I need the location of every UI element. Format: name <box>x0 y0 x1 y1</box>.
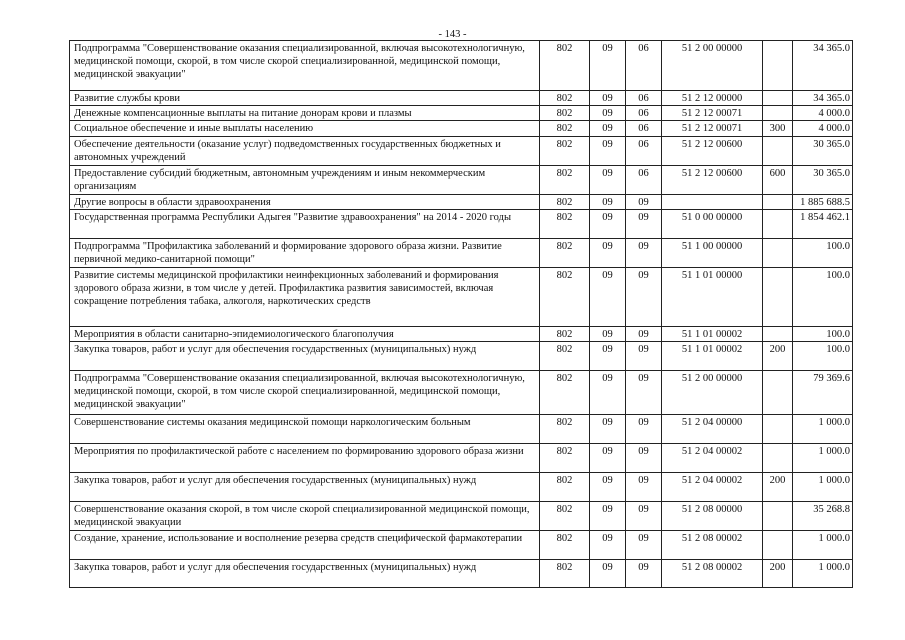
section-code: 09 <box>590 209 626 238</box>
target-code: 51 1 00 00000 <box>662 238 763 267</box>
amount: 35 268.8 <box>793 502 853 531</box>
target-code: 51 2 04 00002 <box>662 444 763 473</box>
row-name: Развитие службы крови <box>70 91 540 106</box>
row-name: Подпрограмма "Профилактика заболеваний и формирование здорового образа жизни. Развитие первичной медико-санитарной помощи" <box>70 238 540 267</box>
row-name: Денежные компенсационные выплаты на питание донорам крови и плазмы <box>70 106 540 121</box>
ministry-code: 802 <box>540 371 590 415</box>
section-code: 09 <box>590 41 626 91</box>
target-code: 51 2 08 00000 <box>662 502 763 531</box>
section-code: 09 <box>590 444 626 473</box>
ministry-code: 802 <box>540 238 590 267</box>
section-code: 09 <box>590 267 626 326</box>
ministry-code: 802 <box>540 444 590 473</box>
table-row <box>70 473 853 502</box>
table-row <box>70 560 853 588</box>
subsection-code: 09 <box>626 267 662 326</box>
expense-type <box>763 91 793 106</box>
amount: 1 854 462.1 <box>793 209 853 238</box>
amount: 4 000.0 <box>793 106 853 121</box>
subsection-code: 09 <box>626 371 662 415</box>
expense-type: 200 <box>763 342 793 371</box>
amount: 1 000.0 <box>793 473 853 502</box>
subsection-code: 06 <box>626 136 662 165</box>
table-row <box>70 342 853 371</box>
expense-type <box>763 194 793 209</box>
expense-type <box>763 502 793 531</box>
subsection-code: 09 <box>626 473 662 502</box>
row-name: Мероприятия в области санитарно-эпидемиологического благополучия <box>70 326 540 341</box>
ministry-code: 802 <box>540 560 590 588</box>
expense-type <box>763 444 793 473</box>
target-code: 51 2 00 00000 <box>662 41 763 91</box>
amount: 1 000.0 <box>793 531 853 560</box>
table-row <box>70 194 853 209</box>
budget-table <box>69 40 853 588</box>
amount: 30 365.0 <box>793 136 853 165</box>
row-name: Развитие системы медицинской профилактики неинфекционных заболеваний и формирования здорового образа жизни, в том числе у детей. Профилактика развития зависимостей, включая сокращение потребления табака, алкоголя, наркотических средств <box>70 267 540 326</box>
subsection-code: 09 <box>626 444 662 473</box>
amount: 79 369.6 <box>793 371 853 415</box>
section-code: 09 <box>590 238 626 267</box>
page-number: - 143 - <box>438 29 467 40</box>
target-code: 51 2 04 00000 <box>662 415 763 444</box>
row-name: Закупка товаров, работ и услуг для обеспечения государственных (муниципальных) нужд <box>70 342 540 371</box>
section-code: 09 <box>590 342 626 371</box>
amount: 1 000.0 <box>793 415 853 444</box>
expense-type <box>763 531 793 560</box>
amount: 4 000.0 <box>793 121 853 136</box>
ministry-code: 802 <box>540 342 590 371</box>
subsection-code: 06 <box>626 106 662 121</box>
row-name: Закупка товаров, работ и услуг для обеспечения государственных (муниципальных) нужд <box>70 473 540 502</box>
ministry-code: 802 <box>540 502 590 531</box>
ministry-code: 802 <box>540 415 590 444</box>
row-name: Совершенствование системы оказания медицинской помощи наркологическим больным <box>70 415 540 444</box>
amount: 30 365.0 <box>793 165 853 194</box>
row-name: Создание, хранение, использование и восполнение резерва средств специфической фармакотерапии <box>70 531 540 560</box>
target-code: 51 2 12 00071 <box>662 106 763 121</box>
section-code: 09 <box>590 560 626 588</box>
expense-type <box>763 371 793 415</box>
subsection-code: 09 <box>626 560 662 588</box>
section-code: 09 <box>590 165 626 194</box>
target-code: 51 2 00 00000 <box>662 371 763 415</box>
ministry-code: 802 <box>540 194 590 209</box>
row-name: Мероприятия по профилактической работе с населением по формированию здорового образа жизни <box>70 444 540 473</box>
amount: 1 000.0 <box>793 560 853 588</box>
row-name: Предоставление субсидий бюджетным, автономным учреждениям и иным некоммерческим организациям <box>70 165 540 194</box>
ministry-code: 802 <box>540 41 590 91</box>
table-row <box>70 415 853 444</box>
ministry-code: 802 <box>540 209 590 238</box>
ministry-code: 802 <box>540 106 590 121</box>
amount: 100.0 <box>793 342 853 371</box>
table-row <box>70 165 853 194</box>
amount: 100.0 <box>793 238 853 267</box>
row-name: Социальное обеспечение и иные выплаты населению <box>70 121 540 136</box>
ministry-code: 802 <box>540 326 590 341</box>
section-code: 09 <box>590 473 626 502</box>
subsection-code: 09 <box>626 531 662 560</box>
table-row <box>70 41 853 91</box>
amount: 34 365.0 <box>793 41 853 91</box>
expense-type <box>763 136 793 165</box>
ministry-code: 802 <box>540 91 590 106</box>
expense-type: 600 <box>763 165 793 194</box>
expense-type: 200 <box>763 560 793 588</box>
target-code: 51 0 00 00000 <box>662 209 763 238</box>
table-row <box>70 502 853 531</box>
section-code: 09 <box>590 194 626 209</box>
amount: 34 365.0 <box>793 91 853 106</box>
target-code: 51 1 01 00000 <box>662 267 763 326</box>
table-row <box>70 136 853 165</box>
expense-type <box>763 106 793 121</box>
section-code: 09 <box>590 91 626 106</box>
expense-type <box>763 267 793 326</box>
row-name: Совершенствование оказания скорой, в том числе скорой специализированной медицинской помощи, медицинской эвакуации <box>70 502 540 531</box>
table-row <box>70 209 853 238</box>
target-code: 51 2 04 00002 <box>662 473 763 502</box>
section-code: 09 <box>590 371 626 415</box>
expense-type: 200 <box>763 473 793 502</box>
ministry-code: 802 <box>540 531 590 560</box>
section-code: 09 <box>590 326 626 341</box>
expense-type: 300 <box>763 121 793 136</box>
table-row <box>70 267 853 326</box>
row-name: Другие вопросы в области здравоохранения <box>70 194 540 209</box>
amount: 100.0 <box>793 326 853 341</box>
row-name: Подпрограмма "Совершенствование оказания специализированной, включая высокотехнологичную, медицинской помощи, скорой, в том числе скорой специализированной, медицинской помощи, медицинской эвакуации" <box>70 371 540 415</box>
table-row <box>70 238 853 267</box>
subsection-code: 06 <box>626 41 662 91</box>
target-code: 51 2 12 00071 <box>662 121 763 136</box>
target-code: 51 2 12 00600 <box>662 165 763 194</box>
table-row <box>70 121 853 136</box>
row-name: Закупка товаров, работ и услуг для обеспечения государственных (муниципальных) нужд <box>70 560 540 588</box>
section-code: 09 <box>590 106 626 121</box>
expense-type <box>763 415 793 444</box>
subsection-code: 06 <box>626 91 662 106</box>
subsection-code: 09 <box>626 326 662 341</box>
row-name: Подпрограмма "Совершенствование оказания специализированной, включая высокотехнологичную, медицинской помощи, скорой, в том числе скорой специализированной, медицинской помощи, медицинской эвакуации" <box>70 41 540 91</box>
ministry-code: 802 <box>540 267 590 326</box>
table-row <box>70 444 853 473</box>
target-code: 51 1 01 00002 <box>662 326 763 341</box>
table-row <box>70 531 853 560</box>
expense-type <box>763 209 793 238</box>
subsection-code: 09 <box>626 194 662 209</box>
section-code: 09 <box>590 531 626 560</box>
table-row <box>70 91 853 106</box>
target-code: 51 2 12 00600 <box>662 136 763 165</box>
row-name: Государственная программа Республики Адыгея "Развитие здравоохранения" на 2014 - 2020 годы <box>70 209 540 238</box>
table-row <box>70 326 853 341</box>
target-code <box>662 194 763 209</box>
table-row <box>70 371 853 415</box>
ministry-code: 802 <box>540 473 590 502</box>
subsection-code: 09 <box>626 502 662 531</box>
amount: 1 000.0 <box>793 444 853 473</box>
ministry-code: 802 <box>540 136 590 165</box>
target-code: 51 2 12 00000 <box>662 91 763 106</box>
section-code: 09 <box>590 415 626 444</box>
expense-type <box>763 41 793 91</box>
subsection-code: 06 <box>626 165 662 194</box>
table-row <box>70 106 853 121</box>
row-name: Обеспечение деятельности (оказание услуг) подведомственных государственных бюджетных и автономных учреждений <box>70 136 540 165</box>
subsection-code: 09 <box>626 238 662 267</box>
subsection-code: 09 <box>626 342 662 371</box>
expense-type <box>763 238 793 267</box>
amount: 100.0 <box>793 267 853 326</box>
subsection-code: 09 <box>626 415 662 444</box>
ministry-code: 802 <box>540 121 590 136</box>
section-code: 09 <box>590 136 626 165</box>
subsection-code: 06 <box>626 121 662 136</box>
target-code: 51 2 08 00002 <box>662 560 763 588</box>
section-code: 09 <box>590 502 626 531</box>
ministry-code: 802 <box>540 165 590 194</box>
section-code: 09 <box>590 121 626 136</box>
amount: 1 885 688.5 <box>793 194 853 209</box>
target-code: 51 1 01 00002 <box>662 342 763 371</box>
target-code: 51 2 08 00002 <box>662 531 763 560</box>
expense-type <box>763 326 793 341</box>
subsection-code: 09 <box>626 209 662 238</box>
